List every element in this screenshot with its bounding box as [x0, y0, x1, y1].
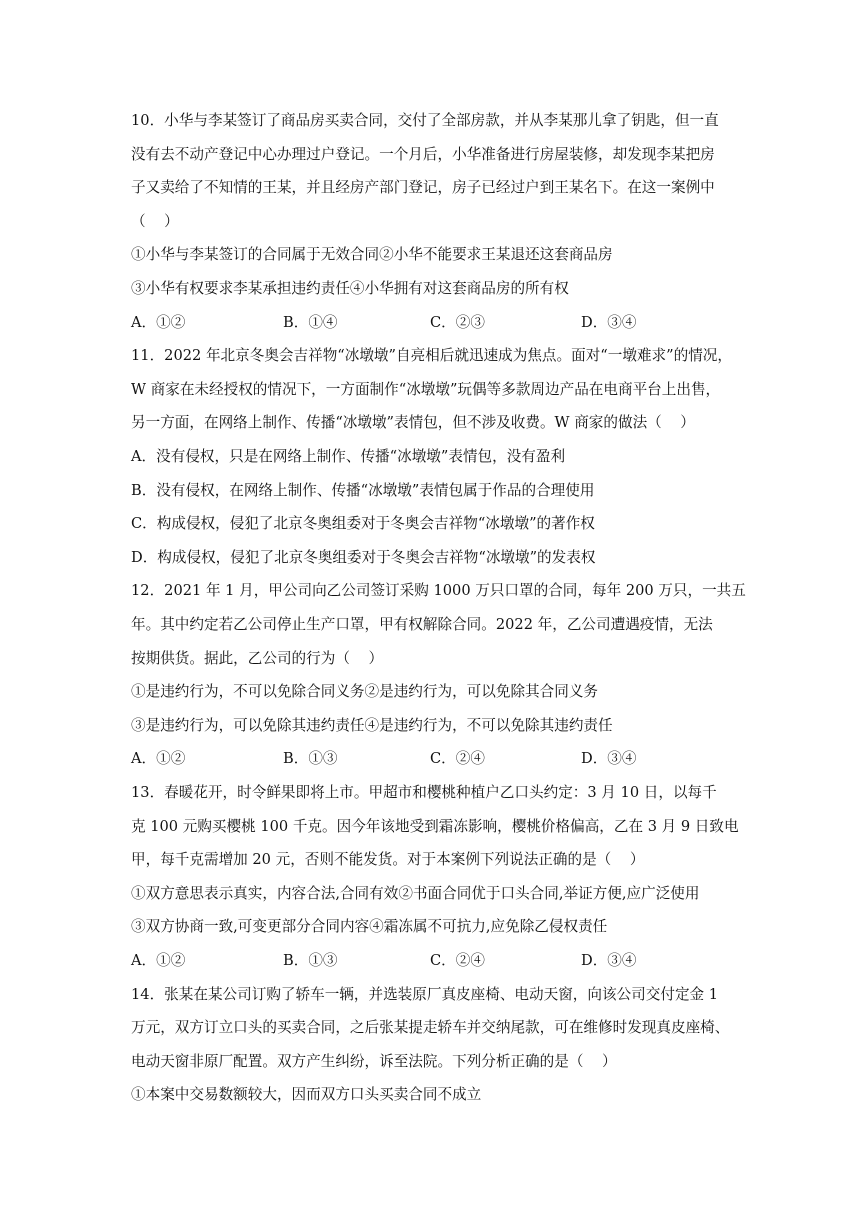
question-stem-line: W 商家在未经授权的情况下，一方面制作“冰墩墩”玩偶等多款周边产品在电商平台上出售，: [131, 381, 721, 398]
answer-option: C．②③: [430, 314, 485, 331]
answer-option: B．①④: [283, 314, 338, 331]
answer-option: D．③④: [581, 952, 637, 969]
answer-option: A．①②: [131, 750, 186, 767]
statement-line: ③小华有权要求李某承担违约责任④小华拥有对这套商品房的所有权: [131, 280, 569, 297]
answer-option: A．①②: [131, 952, 186, 969]
answer-option: D．③④: [581, 314, 637, 331]
statement-line: B．没有侵权，在网络上制作、传播“冰墩墩”表情包属于作品的合理使用: [131, 482, 595, 499]
answer-option: B．①③: [283, 952, 338, 969]
statement-line: C．构成侵权，侵犯了北京冬奥组委对于冬奥会吉祥物“冰墩墩”的著作权: [131, 515, 595, 532]
statement-line: ①是违约行为，不可以免除合同义务②是违约行为，可以免除其合同义务: [131, 683, 599, 700]
question-stem-line: 年。其中约定若乙公司停止生产口罩，甲有权解除合同。2022 年，乙公司遭遇疫情，无法: [131, 616, 713, 633]
question-stem-line: 14．张某在某公司订购了轿车一辆，并选装原厂真皮座椅、电动天窗，向该公司交付定金 1: [131, 986, 719, 1003]
question-stem-line: 12．2021 年 1 月，甲公司向乙公司签订采购 1000 万只口罩的合同，每年 200 万只，一共五: [131, 582, 746, 599]
question-stem-line: 10．小华与李某签订了商品房买卖合同，交付了全部房款，并从李某那儿拿了钥匙，但一直: [131, 112, 719, 129]
question-stem-line: 13．春暖花开，时令鲜果即将上市。甲超市和樱桃种植户乙口头约定：3 月 10 日，以每千: [131, 784, 717, 801]
question-stem-line: 按期供货。据此，乙公司的行为（ ）: [131, 650, 384, 667]
statement-line: ③双方协商一致,可变更部分合同内容④霜冻属不可抗力,应免除乙侵权责任: [131, 918, 608, 935]
question-stem-line: 子又卖给了不知情的王某，并且经房产部门登记，房子已经过户到王某名下。在这一案例中: [131, 179, 715, 196]
statement-line: ①双方意思表示真实，内容合法,合同有效②书面合同优于口头合同,举证方便,应广泛使用: [131, 885, 700, 902]
statement-line: A．没有侵权，只是在网络上制作、传播“冰墩墩”表情包，没有盈利: [131, 448, 566, 465]
question-stem-line: 克 100 元购买樱桃 100 千克。因今年该地受到霜冻影响，樱桃价格偏高，乙在 3 月 9 日致电: [131, 818, 739, 835]
question-stem-line: 甲，每千克需增加 20 元，否则不能发货。对于本案例下列说法正确的是（ ）: [131, 851, 645, 868]
question-stem-line: 另一方面，在网络上制作、传播“冰墩墩”表情包，但不涉及收费。W 商家的做法（ ）: [131, 414, 695, 431]
statement-line: D．构成侵权，侵犯了北京冬奥组委对于冬奥会吉祥物“冰墩墩”的发表权: [131, 549, 596, 566]
question-stem-line: （ ）: [131, 213, 179, 230]
statement-line: ③是违约行为，可以免除其违约责任④是违约行为，不可以免除其违约责任: [131, 717, 613, 734]
answer-option: C．②④: [430, 750, 485, 767]
statement-line: ①小华与李某签订的合同属于无效合同②小华不能要求王某退还这套商品房: [131, 246, 613, 263]
question-stem-line: 万元，双方订立口头的买卖合同，之后张某提走轿车并交纳尾款，可在维修时发现真皮座椅、: [131, 1019, 730, 1036]
answer-option: D．③④: [581, 750, 637, 767]
answer-option: A．①②: [131, 314, 186, 331]
answer-option: B．①③: [283, 750, 338, 767]
question-stem-line: 没有去不动产登记中心办理过户登记。一个月后，小华准备进行房屋装修，却发现李某把房: [131, 146, 715, 163]
statement-line: ①本案中交易数额较大，因而双方口头买卖合同不成立: [131, 1086, 482, 1103]
question-stem-line: 电动天窗非原厂配置。双方产生纠纷，诉至法院。下列分析正确的是（ ）: [131, 1053, 617, 1070]
question-stem-line: 11．2022 年北京冬奥会吉祥物“冰墩墩”自亮相后就迅速成为焦点。面对“一墩难求”的情况，: [131, 347, 732, 364]
answer-option: C．②④: [430, 952, 485, 969]
